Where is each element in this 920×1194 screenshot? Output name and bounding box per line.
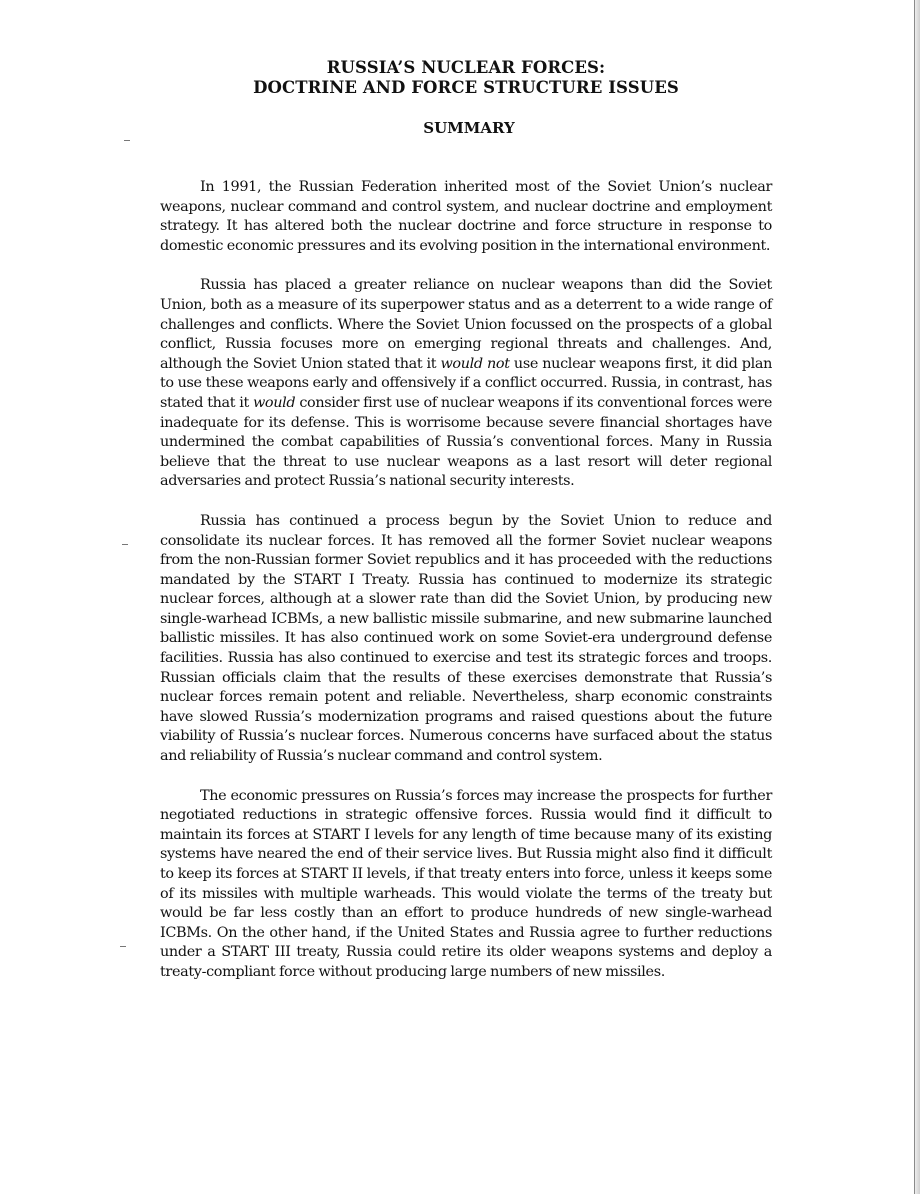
paragraph-text: In 1991, the Russian Federation inherited most of the Soviet Union’s nuclear weapons, nuclear command and control system, and nuclear doctrine and employment strategy. It has altered both the nuclear doctrine and force structure in response to domestic economic pressures and its evolving position in the international environment.: [160, 179, 772, 254]
summary-body: [160, 178, 772, 1003]
paragraph-2: [160, 276, 772, 492]
paragraph-text: use nuclear weapons first, it did plan to use these weapons early and offensively if a conflict occurred. Russia, in contrast, has stated that it: [160, 355, 772, 411]
document-title-line-2: DOCTRINE AND FORCE STRUCTURE ISSUES: [253, 78, 679, 97]
emphasis-would-not: would not: [440, 355, 510, 372]
paragraph-4: [160, 787, 772, 983]
paragraph-1: [160, 178, 772, 256]
scan-margin-mark: [122, 544, 128, 545]
scan-margin-mark: [120, 946, 126, 947]
page-edge-line: [914, 0, 915, 1194]
paragraph-3: [160, 512, 772, 767]
paragraph-text: The economic pressures on Russia’s forces may increase the prospects for further negotiated reductions in strategic offensive forces. Russia would find it difficult to maintain its forces at START I levels for any length of time because many of its existing systems have neared the end of their service lives. But Russia might also find it difficult to keep its forces at START II levels, if that treaty enters into force, unless it keeps some of its missiles with multiple warheads. This would violate the terms of the treaty but would be far less costly than an effort to produce hundreds of new single-warhead ICBMs. On the other hand, if the United States and Russia agree to further reductions under a START III treaty, Russia could retire its older weapons systems and deploy a treaty-compliant force without producing large numbers of new missiles.: [160, 787, 772, 980]
paragraph-text: Russia has continued a process begun by the Soviet Union to reduce and consolidate its nuclear forces. It has removed all the former Soviet nuclear weapons from the non-Russian former Soviet republics and it has proceeded with the reductions mandated by the START I Treaty. Russia has continued to modernize its strategic nuclear forces, although at a slower rate than did the Soviet Union, by producing new single-warhead ICBMs, a new ballistic missile submarine, and new submarine launched ballistic missiles. It has also continued work on some Soviet-era underground defense facilities. Russia has also continued to exercise and test its strategic forces and troops. Russian officials claim that the results of these exercises demonstrate that Russia’s nuclear forces remain potent and reliable. Nevertheless, sharp economic constraints have slowed Russia’s modernization programs and raised questions about the future viability of Russia’s nuclear forces. Numerous concerns have surfaced about the status and reliability of Russia’s nuclear command and control system.: [160, 512, 772, 765]
paragraph-text: consider first use of nuclear weapons if its conventional forces were inadequate for its defense. This is worrisome because severe financial shortages have undermined the combat capabilities of Russia’s conventional forces. Many in Russia believe that the threat to use nuclear weapons as a last resort will deter regional adversaries and protect Russia’s national security interests.: [160, 394, 773, 490]
document-title-line-1: RUSSIA’S NUCLEAR FORCES:: [326, 58, 606, 77]
summary-heading: SUMMARY: [423, 119, 515, 137]
paragraph-text: Russia has placed a greater reliance on nuclear weapons than did the Soviet Union, both as a measure of its superpower status and as a deterrent to a wide range of challenges and conflicts. Where the Soviet Union focussed on the prospects of a global conflict, Russia focuses more on emerging regional threats and challenges. And, although the Soviet Union stated that it: [160, 277, 772, 372]
emphasis-would: would: [252, 394, 296, 411]
scan-margin-mark: [124, 140, 130, 141]
